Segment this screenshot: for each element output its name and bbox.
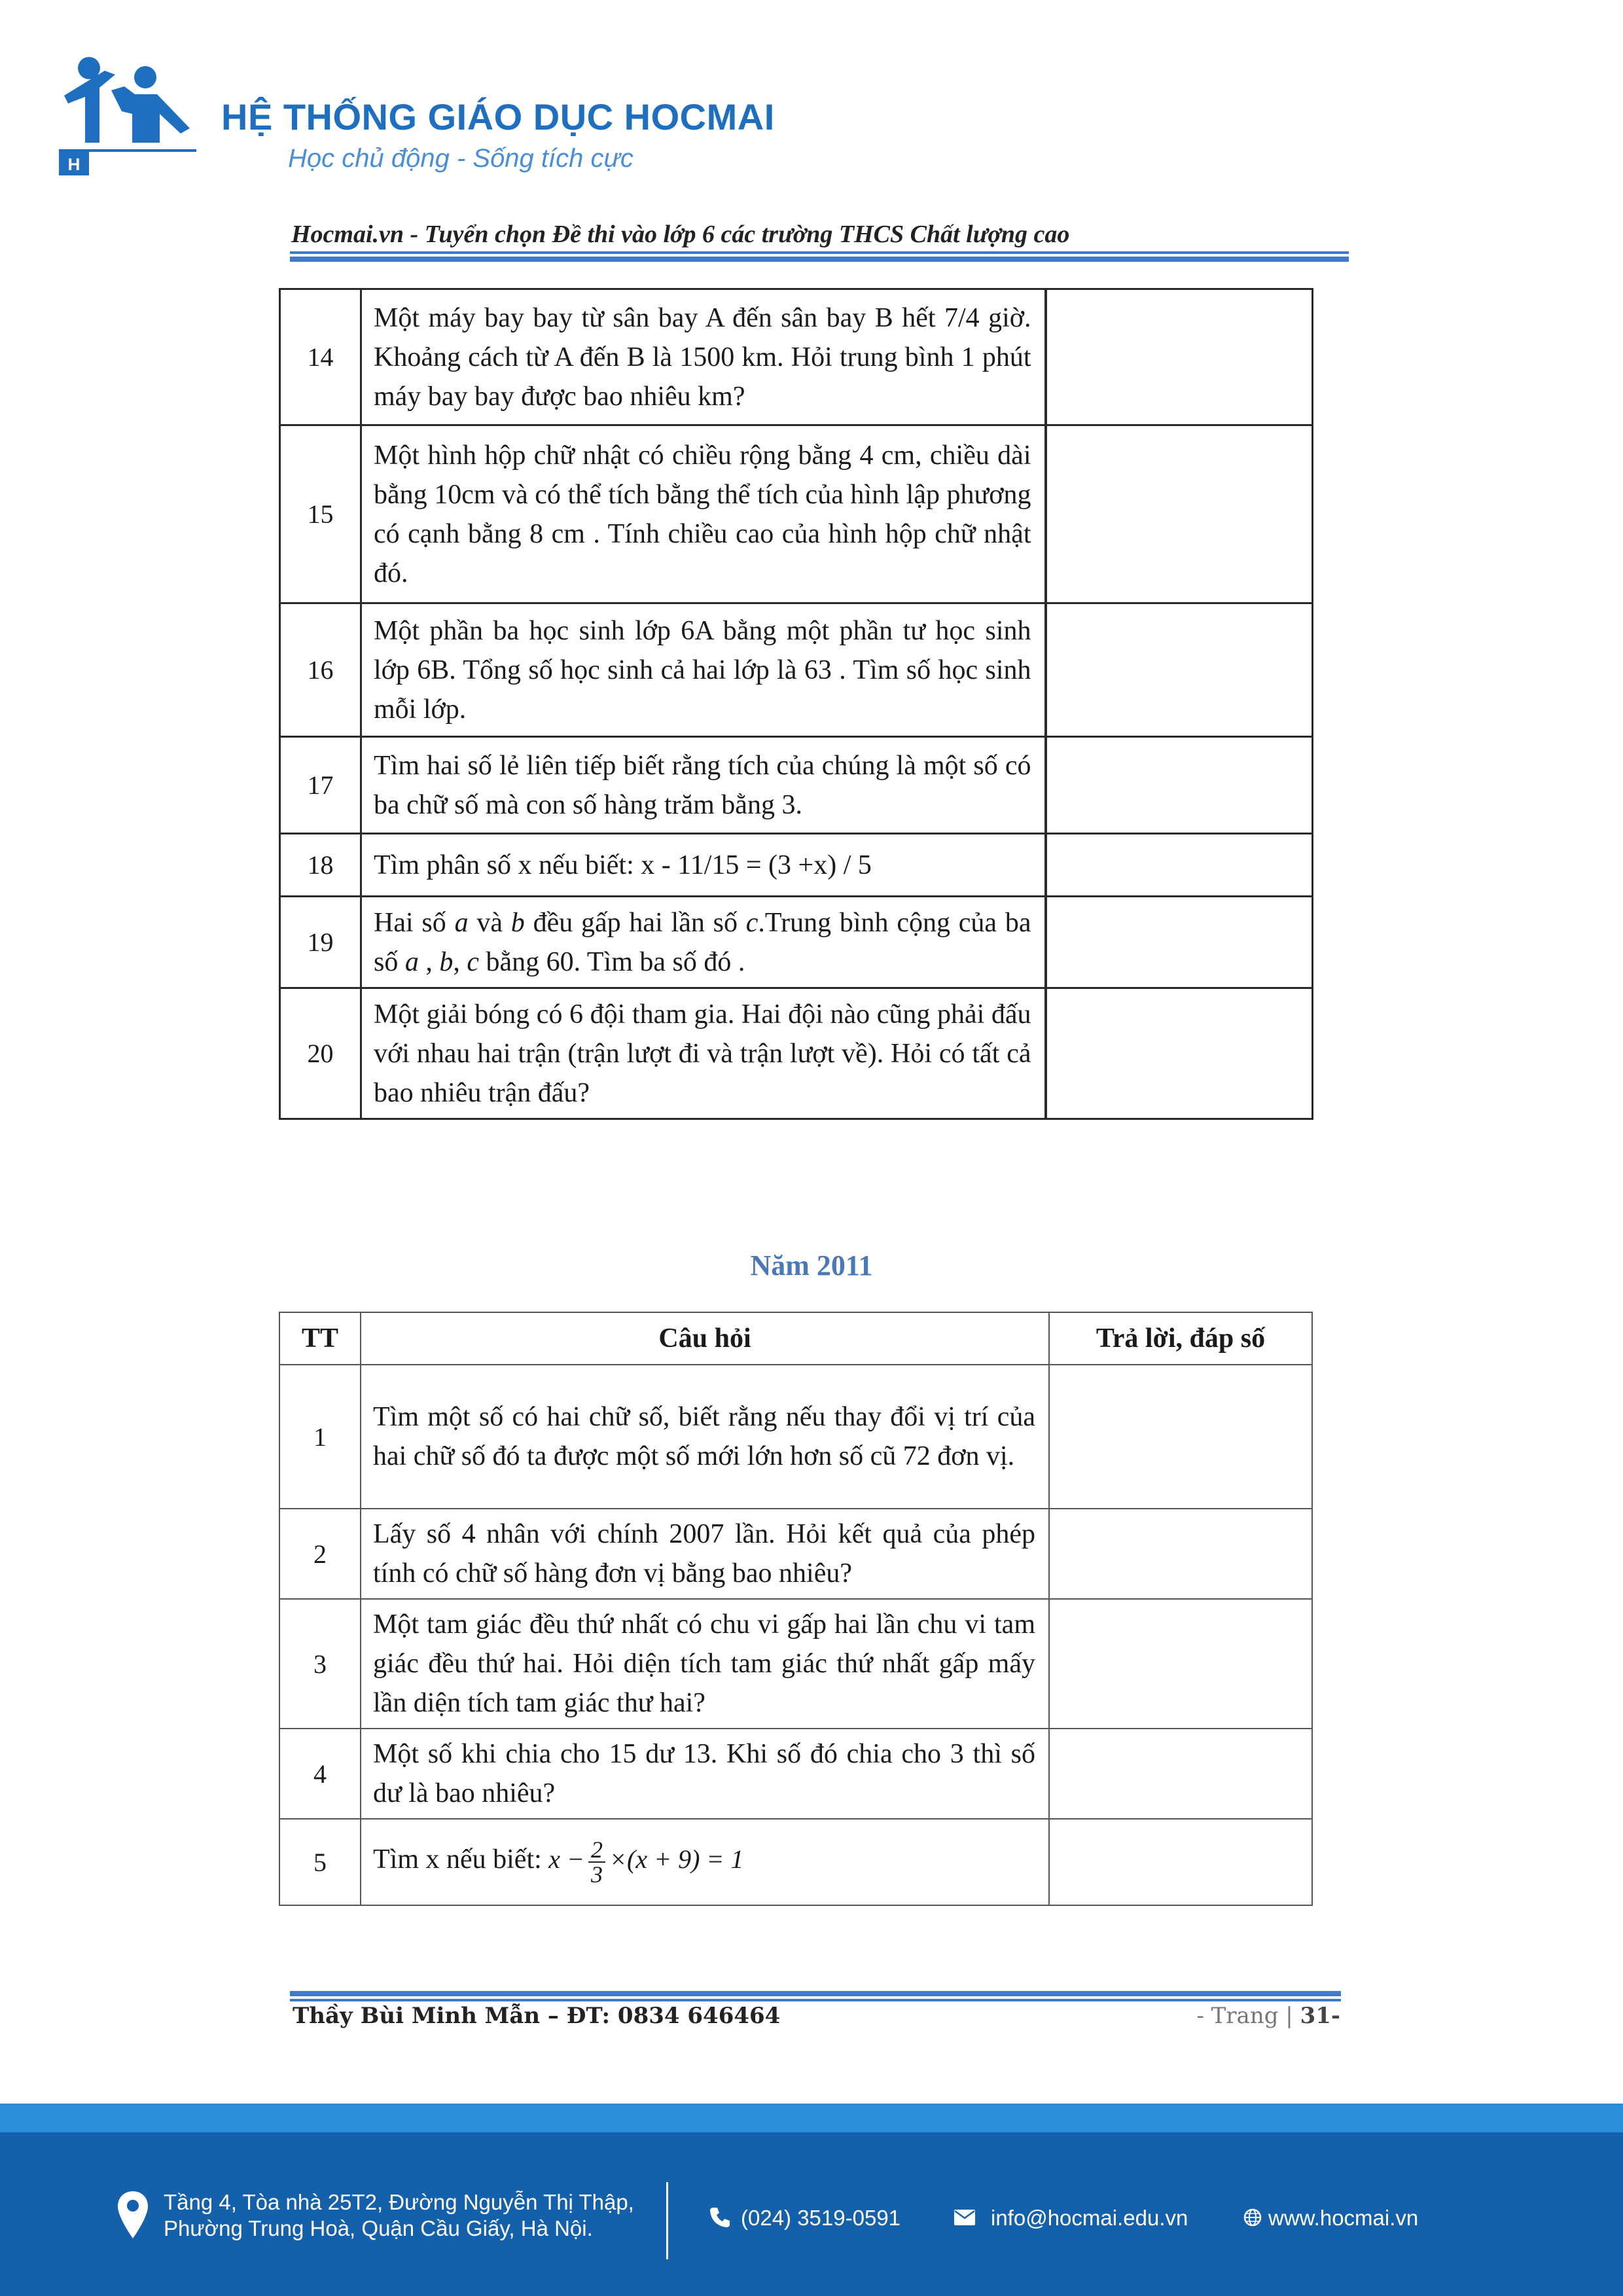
question-text: Một tam giác đều thứ nhất có chu vi gấp hai lần chu vi tam giác đều thứ hai. Hỏi diện tích tam giác thứ nhất gấp mấy lần diện tích tam giác thư hai? <box>361 1599 1049 1729</box>
question-number: 17 <box>280 737 361 834</box>
table-row <box>279 1365 1312 1509</box>
answer-cell[interactable] <box>1046 988 1313 1119</box>
table-row <box>280 289 1313 425</box>
question-number: 1 <box>279 1365 361 1509</box>
table-row <box>280 988 1313 1119</box>
column-header-question: Câu hỏi <box>361 1312 1049 1365</box>
table-row <box>280 897 1313 988</box>
table-row <box>279 1599 1312 1729</box>
header-rule <box>290 251 1349 262</box>
table-row <box>279 1819 1312 1905</box>
table-row <box>280 603 1313 737</box>
equation: x − $\frac{2}{3}$ ×(x + 9) = 1 <box>548 1837 744 1888</box>
question-text: Hai số a và b đều gấp hai lần số c.Trung bình cộng của ba số a , b, c bằng 60. Tìm ba số đó . <box>361 897 1046 988</box>
author-line: Thầy Bùi Minh Mẫn – ĐT: 0834 646464 <box>293 2003 781 2029</box>
answer-cell[interactable] <box>1046 737 1313 834</box>
question-number: 14 <box>280 289 361 425</box>
answer-cell[interactable] <box>1049 1509 1312 1599</box>
footer-band-top <box>0 2104 1623 2132</box>
email-icon <box>954 2210 975 2225</box>
question-text: Tìm hai số lẻ liên tiếp biết rằng tích của chúng là một số có ba chữ số mà con số hàng trăm bằng 3. <box>361 737 1046 834</box>
address-line-1: Tầng 4, Tòa nhà 25T2, Đường Nguyễn Thị Thập, <box>164 2190 634 2214</box>
answer-cell[interactable] <box>1049 1599 1312 1729</box>
question-text: Tìm x nếu biết: x − $\frac{2}{3}$ ×(x + 9) = 1 <box>361 1819 1049 1905</box>
table-row <box>280 834 1313 897</box>
question-text: Một phần ba học sinh lớp 6A bằng một phần tư học sinh lớp 6B. Tổng số học sinh cả hai lớp là 63 . Tìm số học sinh mỗi lớp. <box>361 603 1046 737</box>
table-header-row <box>279 1312 1312 1365</box>
column-header-answer: Trả lời, đáp số <box>1049 1312 1312 1365</box>
address <box>164 2189 634 2242</box>
question-number: 20 <box>280 988 361 1119</box>
table-row <box>279 1729 1312 1819</box>
question-text: Lấy số 4 nhân với chính 2007 lần. Hỏi kết quả của phép tính có chữ số hàng đơn vị bằng bao nhiêu? <box>361 1509 1049 1599</box>
answer-cell[interactable] <box>1049 1729 1312 1819</box>
phone-icon <box>708 2206 732 2229</box>
question-number: 3 <box>279 1599 361 1729</box>
table-row <box>280 425 1313 603</box>
question-text: Một số khi chia cho 15 dư 13. Khi số đó chia cho 3 thì số dư là bao nhiêu? <box>361 1729 1049 1819</box>
answer-cell[interactable] <box>1046 897 1313 988</box>
answer-cell[interactable] <box>1046 834 1313 897</box>
question-number: 2 <box>279 1509 361 1599</box>
column-header-tt: TT <box>279 1312 361 1365</box>
table-row <box>280 737 1313 834</box>
globe-icon <box>1243 2208 1262 2227</box>
footer-rule <box>290 1991 1341 2001</box>
website-link[interactable]: www.hocmai.vn <box>1268 2206 1419 2230</box>
phone-number[interactable]: (024) 3519-0591 <box>741 2206 901 2230</box>
logo-letter: H <box>67 154 80 174</box>
question-text: Một giải bóng có 6 đội tham gia. Hai đội nào cũng phải đấu với nhau hai trận (trận lượt đi và trận lượt về). Hỏi có tất cả bao nhiêu trận đấu? <box>361 988 1046 1119</box>
brand-slogan: Học chủ động - Sống tích cực <box>288 144 633 173</box>
question-table-2011 <box>279 1312 1313 1906</box>
answer-cell[interactable] <box>1049 1365 1312 1509</box>
question-number: 5 <box>279 1819 361 1905</box>
email-address[interactable]: info@hocmai.edu.vn <box>991 2206 1188 2230</box>
hocmai-logo <box>59 51 196 175</box>
question-number: 15 <box>280 425 361 603</box>
question-number: 19 <box>280 897 361 988</box>
table-row <box>279 1509 1312 1599</box>
page-number: - Trang | 31- <box>1196 2003 1340 2029</box>
answer-cell[interactable] <box>1046 289 1313 425</box>
running-header-title: Hocmai.vn - Tuyển chọn Đề thi vào lớp 6 các trường THCS Chất lượng cao <box>291 221 1070 248</box>
question-text: Tìm phân số x nếu biết: x - 11/15 = (3 +x) / 5 <box>361 834 1046 897</box>
address-line-2: Phường Trung Hoà, Quận Cầu Giấy, Hà Nội. <box>164 2216 593 2240</box>
year-heading: Năm 2011 <box>750 1249 873 1282</box>
question-number: 18 <box>280 834 361 897</box>
question-number: 4 <box>279 1729 361 1819</box>
question-text: Tìm một số có hai chữ số, biết rằng nếu thay đổi vị trí của hai chữ số đó ta được một số mới lớn hơn số cũ 72 đơn vị. <box>361 1365 1049 1509</box>
fraction: $\frac{2}{3}$ <box>588 1838 605 1886</box>
brand-title: HỆ THỐNG GIÁO DỤC HOCMAI <box>221 96 775 137</box>
question-text: Một hình hộp chữ nhật có chiều rộng bằng 4 cm, chiều dài bằng 10cm và có thể tích bằng thể tích của hình lập phương có cạnh bằng 8 cm . Tính chiều cao của hình hộp chữ nhật đó. <box>361 425 1046 603</box>
location-pin-icon <box>116 2190 149 2240</box>
answer-cell[interactable] <box>1049 1819 1312 1905</box>
question-table-continued <box>279 288 1313 1120</box>
question-number: 16 <box>280 603 361 737</box>
question-text: Một máy bay bay từ sân bay A đến sân bay B hết 7/4 giờ. Khoảng cách từ A đến B là 1500 km. Hỏi trung bình 1 phút máy bay bay được bao nhiêu km? <box>361 289 1046 425</box>
contact-divider <box>666 2182 668 2259</box>
answer-cell[interactable] <box>1046 603 1313 737</box>
answer-cell[interactable] <box>1046 425 1313 603</box>
